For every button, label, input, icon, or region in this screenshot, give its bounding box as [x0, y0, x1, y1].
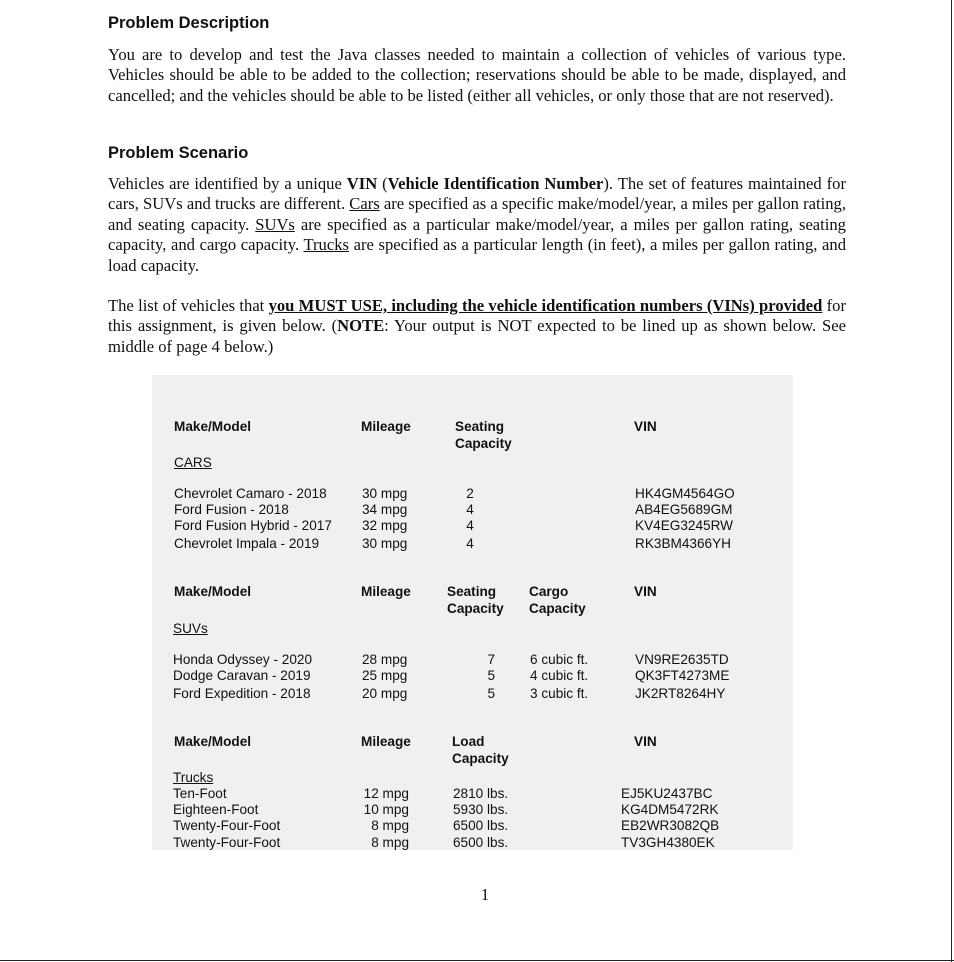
car-vin: RK3BM4366YH	[635, 536, 731, 551]
car-seating: 4	[466, 502, 474, 517]
suvs-header-mileage: Mileage	[361, 584, 411, 599]
car-vin: HK4GM4564GO	[635, 486, 735, 501]
trucks-header-vin: VIN	[634, 734, 657, 749]
scenario-text-5: are specified as a particular make/model/year, a miles per gallon rating, seating capacity, and cargo capacity.	[108, 214, 846, 255]
vehicle-list-paragraph	[108, 296, 846, 357]
truck-make-model: Eighteen-Foot	[173, 802, 259, 817]
suv-make-model: Dodge Caravan - 2019	[173, 668, 311, 683]
car-mileage: 32 mpg	[362, 518, 408, 533]
suvs-header-seating-line1: Seating	[447, 584, 497, 599]
suvs-header-seating-line2: Capacity	[447, 601, 504, 616]
cars-section-label: CARS	[174, 455, 212, 470]
cars-header-seating-line2: Capacity	[455, 436, 512, 451]
suv-seating: 7	[487, 652, 495, 667]
trucks-header-load-line2: Capacity	[452, 751, 509, 766]
suv-cargo: 3 cubic ft.	[530, 686, 589, 701]
suv-cargo: 4 cubic ft.	[530, 668, 589, 683]
page-edge-bottom	[0, 960, 954, 961]
truck-mileage: 12 mpg	[363, 786, 409, 801]
cars-header-mileage: Mileage	[361, 419, 411, 434]
vin-term: VIN	[346, 174, 378, 193]
suvs-header-vin: VIN	[634, 584, 657, 599]
vehicle-table	[152, 375, 793, 850]
list-text-1: The list of vehicles that	[108, 296, 269, 315]
cars-term: Cars	[349, 194, 380, 214]
suvs-section-label: SUVs	[173, 621, 208, 636]
car-seating: 4	[466, 518, 474, 533]
truck-make-model: Twenty-Four-Foot	[173, 818, 281, 833]
car-seating: 2	[466, 486, 474, 501]
suv-vin: VN9RE2635TD	[635, 652, 729, 667]
list-text-2: for this assignment, is given below. (	[108, 296, 847, 336]
car-mileage: 30 mpg	[362, 536, 408, 551]
car-vin: AB4EG5689GM	[635, 502, 733, 517]
scenario-text-1: Vehicles are identified by a unique	[108, 174, 347, 193]
truck-load: 6500 lbs.	[453, 835, 509, 850]
suv-make-model: Honda Odyssey - 2020	[173, 652, 313, 667]
car-seating: 4	[466, 536, 474, 551]
suvs-header-cargo-line1: Cargo	[529, 584, 569, 599]
suv-mileage: 28 mpg	[362, 652, 408, 667]
cars-header-vin: VIN	[634, 419, 657, 434]
note-label: NOTE	[337, 316, 385, 336]
suv-mileage: 25 mpg	[362, 668, 408, 683]
suv-seating: 5	[487, 668, 495, 683]
scenario-text-2: (	[377, 174, 388, 193]
suv-vin: JK2RT8264HY	[635, 686, 726, 701]
car-make-model: Chevrolet Impala - 2019	[174, 536, 320, 551]
suv-cargo: 6 cubic ft.	[530, 652, 589, 667]
trucks-section-label: Trucks	[173, 770, 214, 785]
truck-vin: TV3GH4380EK	[621, 835, 715, 850]
scenario-text-4: are specified as a specific make/model/year, a miles per gallon rating, and seating capacity.	[108, 194, 846, 234]
suv-mileage: 20 mpg	[362, 686, 408, 701]
problem-description-text: You are to develop and test the Java classes needed to maintain a collection of vehicles of various type. Vehicles should be able to be added to the collection; reservations should be able to be made, displayed, and cancelled; and the vehicles should be able to be listed (either all vehicles, or only those that are not reserved).	[108, 45, 846, 105]
car-make-model: Chevrolet Camaro - 2018	[174, 486, 327, 501]
car-make-model: Ford Fusion Hybrid - 2017	[174, 518, 332, 533]
list-text-3: : Your output is NOT expected to be lined up as shown below. See middle of page 4 below.)	[108, 316, 846, 356]
truck-make-model: Twenty-Four-Foot	[173, 835, 281, 850]
trucks-header-mileage: Mileage	[361, 734, 411, 749]
car-make-model: Ford Fusion - 2018	[174, 502, 289, 517]
trucks-header-make-model: Make/Model	[174, 734, 252, 749]
suvs-header-cargo-line2: Capacity	[529, 601, 586, 616]
cars-header-seating-line1: Seating	[455, 419, 505, 434]
suv-make-model: Ford Expedition - 2018	[173, 686, 311, 701]
truck-load: 2810 lbs.	[453, 786, 509, 801]
scenario-text-3: ). The set of features maintained for cars, SUVs and trucks are different.	[108, 174, 846, 214]
problem-scenario-heading: Problem Scenario	[108, 144, 249, 162]
suv-vin: QK3FT4273ME	[635, 668, 730, 683]
suv-seating: 5	[487, 686, 495, 701]
vin-full-term: Vehicle Identification Number	[387, 174, 604, 193]
car-mileage: 30 mpg	[362, 486, 408, 501]
truck-vin: EB2WR3082QB	[621, 818, 720, 833]
truck-vin: KG4DM5472RK	[621, 802, 719, 817]
suvs-term: SUVs	[255, 214, 295, 234]
truck-load: 5930 lbs.	[453, 802, 509, 817]
trucks-header-load-line1: Load	[452, 734, 485, 749]
must-use-notice: you MUST USE, including the vehicle identification numbers (VINs) provided	[268, 296, 823, 315]
cars-header-make-model: Make/Model	[174, 419, 252, 434]
truck-vin: EJ5KU2437BC	[621, 786, 713, 801]
car-mileage: 34 mpg	[362, 502, 408, 517]
problem-description-heading: Problem Description	[108, 14, 270, 32]
truck-mileage: 10 mpg	[363, 802, 409, 817]
scenario-text-6: are specified as a particular length (in feet), a miles per gallon rating, and load capacity.	[108, 235, 846, 275]
suvs-header-make-model: Make/Model	[174, 584, 252, 599]
trucks-term: Trucks	[303, 235, 349, 255]
truck-load: 6500 lbs.	[453, 818, 509, 833]
truck-mileage: 8 mpg	[371, 818, 409, 833]
page-number: 1	[480, 885, 490, 904]
truck-mileage: 8 mpg	[371, 835, 409, 850]
car-vin: KV4EG3245RW	[635, 518, 733, 533]
page-edge-right	[951, 0, 952, 962]
truck-make-model: Ten-Foot	[173, 786, 227, 801]
scenario-paragraph	[108, 174, 846, 276]
